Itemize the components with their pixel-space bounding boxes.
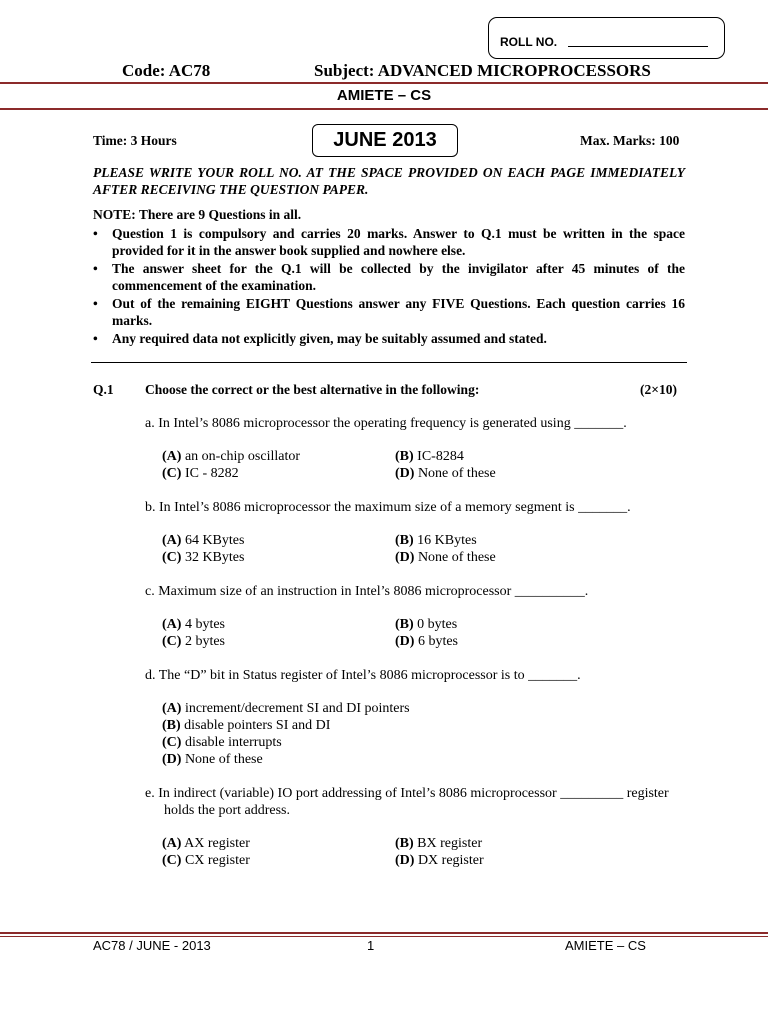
question-stem-c: c. Maximum size of an instruction in Intel’s 8086 microprocessor __________.	[145, 584, 589, 599]
programme-title: AMIETE – CS	[336, 87, 432, 104]
max-marks: Max. Marks: 100	[580, 133, 680, 148]
question-stem-a: a. In Intel’s 8086 microprocessor the operating frequency is generated using _______.	[145, 416, 627, 431]
question-title: Choose the correct or the best alternative in the following:	[145, 382, 480, 397]
exam-session-badge: JUNE 2013	[312, 124, 458, 157]
option-d-A: (A) increment/decrement SI and DI pointers	[162, 701, 410, 716]
header-rule-bottom	[0, 108, 768, 110]
option-e-D: (D) DX register	[395, 853, 484, 868]
question-marks: (2×10)	[640, 382, 677, 397]
instruction-item: • The answer sheet for the Q.1 will be collected by the invigilator after 45 minutes of the commencement of the examination.	[93, 260, 685, 294]
question-stem-e	[145, 785, 690, 819]
footer-rule-thick	[0, 932, 768, 934]
option-b-C: (C) 32 KBytes	[162, 550, 245, 565]
question-stem-d: d. The “D” bit in Status register of Intel’s 8086 microprocessor is to _______.	[145, 668, 581, 683]
option-c-B: (B) 0 bytes	[395, 617, 458, 632]
instruction-item: • Question 1 is compulsory and carries 20 marks. Answer to Q.1 must be written in the space provided for it in the answer book supplied and nowhere else.	[93, 225, 685, 259]
instruction-item: • Any required data not explicitly given, may be suitably assumed and stated.	[93, 330, 685, 347]
exam-duration: Time: 3 Hours	[93, 133, 177, 148]
footer-rule-thin	[0, 936, 768, 937]
option-b-B: (B) 16 KBytes	[395, 533, 477, 548]
option-a-D: (D) None of these	[395, 466, 496, 481]
section-divider	[91, 362, 687, 363]
option-d-C: (C) disable interrupts	[162, 735, 282, 750]
footer-page-number: 1	[367, 938, 375, 953]
roll-number-blank	[568, 46, 708, 47]
option-c-D: (D) 6 bytes	[395, 634, 458, 649]
question-stem-b: b. In Intel’s 8086 microprocessor the maximum size of a memory segment is _______.	[145, 500, 631, 515]
roll-number-instruction: PLEASE WRITE YOUR ROLL NO. AT THE SPACE PROVIDED ON EACH PAGE IMMEDIATELY AFTER RECEIVING THE QUESTION PAPER.	[93, 165, 685, 197]
option-c-C: (C) 2 bytes	[162, 634, 225, 649]
option-e-B: (B) BX register	[395, 836, 483, 851]
option-b-D: (D) None of these	[395, 550, 496, 565]
option-d-D: (D) None of these	[162, 752, 263, 767]
option-a-C: (C) IC - 8282	[162, 466, 239, 481]
header-rule-top	[0, 82, 768, 84]
option-e-C: (C) CX register	[162, 853, 250, 868]
option-c-A: (A) 4 bytes	[162, 617, 225, 632]
question-number: Q.1	[93, 382, 114, 397]
note-heading: NOTE: There are 9 Questions in all.	[93, 207, 302, 222]
paper-subject: Subject: ADVANCED MICROPROCESSORS	[314, 61, 651, 80]
instruction-list	[93, 225, 685, 348]
option-d-B: (B) disable pointers SI and DI	[162, 718, 331, 733]
option-e-A: (A) AX register	[162, 836, 250, 851]
instruction-item: • Out of the remaining EIGHT Questions answer any FIVE Questions. Each question carries 16 marks.	[93, 295, 685, 329]
paper-code: Code: AC78	[122, 61, 211, 80]
question-stem-e-text: e. In indirect (variable) IO port addressing of Intel’s 8086 microprocessor _________ register holds the port address.	[145, 786, 669, 818]
footer-programme: AMIETE – CS	[565, 938, 646, 953]
option-b-A: (A) 64 KBytes	[162, 533, 245, 548]
option-a-B: (B) IC-8284	[395, 449, 464, 464]
footer-paper-ref: AC78 / JUNE - 2013	[93, 938, 211, 953]
option-a-A: (A) an on-chip oscillator	[162, 449, 301, 464]
roll-number-label: ROLL NO.	[500, 35, 558, 49]
